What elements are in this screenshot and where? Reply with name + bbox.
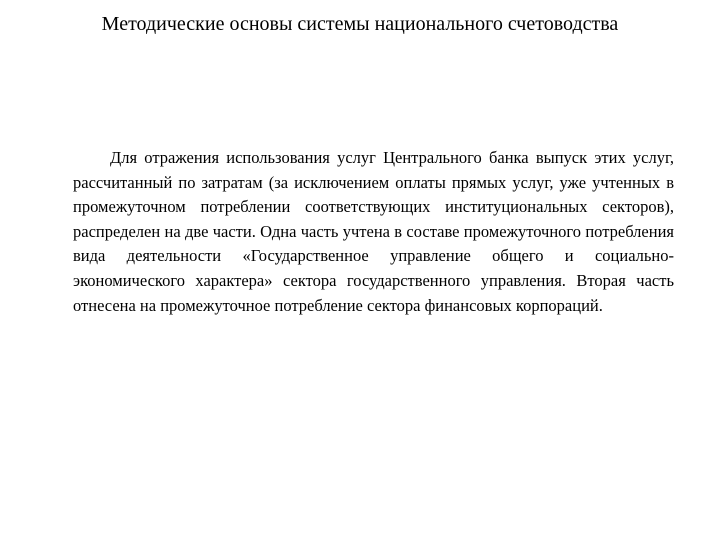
body-paragraph: Для отражения использования услуг Центрального банка выпуск этих услуг, рассчитанный по затратам (за исключением оплаты прямых услуг, уже учтенных в промежуточном потреблении соответствующих институциональных секторов), распределен на две части. Одна часть учтена в составе промежуточного потребления вида деятельности «Государственное управление общего и социально-экономического характера» сектора государственного управления. Вторая часть отнесена на промежуточное потребление сектора финансовых корпораций.	[73, 148, 674, 315]
slide-title: Методические основы системы национального счетоводства	[101, 13, 619, 35]
